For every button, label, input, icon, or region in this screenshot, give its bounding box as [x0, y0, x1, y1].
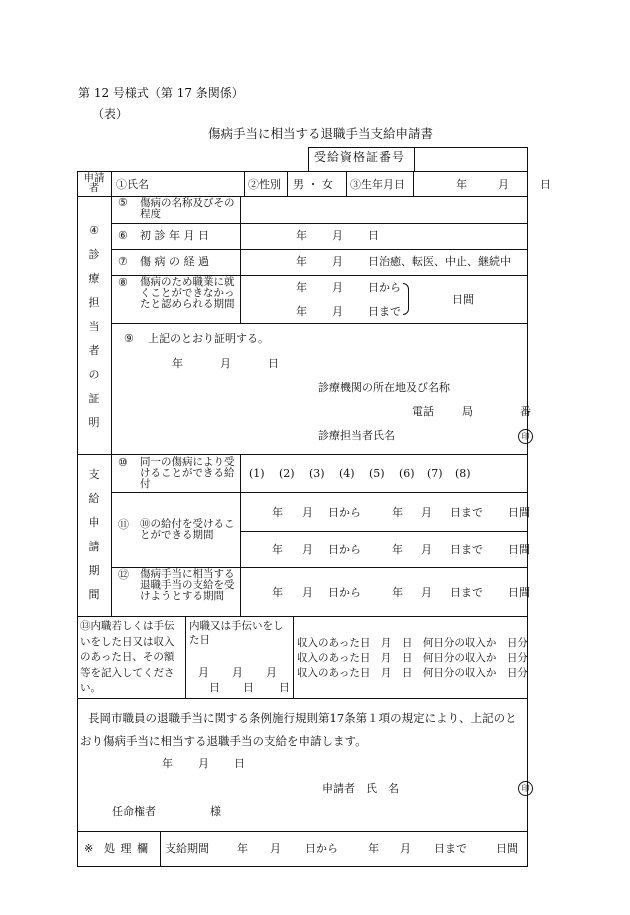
cert-year: 年 — [172, 357, 183, 370]
declaration-line-1: 長岡市職員の退職手当に関する条例施行規則第17条第１項の規定により、上記のと — [88, 711, 517, 725]
processing-label: 処 理 欄 — [104, 842, 149, 855]
note-mark: ※ — [84, 842, 94, 855]
doctor-label: 診療担当者氏名 — [318, 429, 395, 442]
option-5[interactable]: (5) — [369, 467, 385, 480]
apply-month: 月 — [198, 757, 209, 770]
sex-options[interactable]: 男 ・ 女 — [293, 178, 333, 191]
seal-icon: 印 — [518, 781, 533, 796]
birth-label: ③生年月日 — [350, 178, 405, 191]
item7-year: 年 — [296, 255, 307, 268]
phone-label: 電話 — [412, 405, 434, 418]
form-number: 第 12 号様式（第 17 条関係） — [78, 86, 244, 100]
item8-to-month: 月 — [332, 305, 343, 318]
item8-to-day: 日まで — [368, 305, 401, 318]
applicant-signature-label: 申請者 氏 名 — [322, 782, 399, 795]
appointer-sama: 様 — [210, 805, 221, 818]
clinic-label: 診療機関の所在地及び名称 — [318, 381, 450, 394]
item12-label: 傷病手当に相当する退職手当の支給を受けようとする期間 — [140, 568, 235, 602]
income-row-3: 収入のあった日 月 日 何日分の収入か 日分 — [297, 667, 528, 679]
item11-label: ⑩の給付を受けることができる期間 — [140, 518, 235, 541]
apply-day: 日 — [234, 757, 245, 770]
item7-status[interactable]: 日治癒、転医、中止、継続中 — [368, 255, 511, 268]
applicant-signature-field[interactable] — [410, 782, 510, 796]
item6-year: 年 — [296, 229, 307, 242]
item8-number: ⑧ — [118, 276, 128, 289]
item6-label: 初 診 年 月 日 — [140, 229, 209, 242]
option-1[interactable]: (1) — [249, 467, 265, 480]
option-6[interactable]: (6) — [399, 467, 415, 480]
sex-label: ②性別 — [248, 178, 281, 191]
option-2[interactable]: (2) — [279, 467, 295, 480]
declaration-line-2: おり傷病手当に相当する退職手当の支給を申請します。 — [80, 734, 367, 748]
item7-number: ⑦ — [118, 255, 128, 268]
item8-to-year: 年 — [296, 305, 307, 318]
income-row-1: 収入のあった日 月 日 何日分の収入か 日分 — [297, 637, 528, 649]
item8-from-year: 年 — [296, 281, 307, 294]
name-label: ①氏名 — [116, 178, 149, 191]
option-4[interactable]: (4) — [339, 467, 355, 480]
appointer-label: 任命権者 — [112, 805, 156, 818]
cert-day: 日 — [268, 357, 279, 370]
item8-days: 日間 — [452, 293, 474, 306]
apply-year: 年 — [162, 757, 173, 770]
pay-period-label: 支給期間 — [165, 842, 209, 855]
name-field[interactable] — [156, 178, 240, 192]
cert-month: 月 — [220, 357, 231, 370]
item10-number: ⑩ — [118, 456, 128, 469]
seal-icon: 印 — [518, 429, 533, 444]
item9-number: ⑨ — [124, 332, 134, 345]
section13-label: ⑬内職若しくは手伝いをした日又は収入のあった日、その額等を記入してください。 — [80, 620, 175, 694]
birth-month-unit: 月 — [498, 178, 509, 191]
certify-text: 上記のとおり証明する。 — [148, 332, 269, 345]
item5-field[interactable] — [246, 203, 522, 217]
applicant-label: 申請者 — [83, 172, 105, 194]
phone-number: 番 — [520, 405, 531, 418]
item6-month: 月 — [332, 229, 343, 242]
item5-label: 傷病の名称及びその程度 — [140, 197, 235, 220]
side-job-label: 内職又は手伝いをした日 — [189, 620, 284, 646]
option-8[interactable]: (8) — [455, 467, 471, 480]
item8-from-day: 日から — [368, 281, 401, 294]
item11-number: ⑪ — [118, 518, 129, 531]
item6-day: 日 — [368, 229, 379, 242]
item7-label: 傷 病 の 経 過 — [140, 255, 209, 268]
item12-number: ⑫ — [118, 568, 129, 581]
birth-day-unit: 日 — [540, 178, 551, 191]
item5-number: ⑤ — [118, 196, 128, 209]
brace-icon — [403, 283, 409, 315]
item6-number: ⑥ — [118, 229, 128, 242]
option-3[interactable]: (3) — [309, 467, 325, 480]
birth-year-unit: 年 — [456, 178, 467, 191]
page-title: 傷病手当に相当する退職手当支給申請書 — [208, 126, 434, 141]
phone-exchange: 局 — [462, 405, 473, 418]
form-side: （表） — [92, 107, 129, 121]
option-7[interactable]: (7) — [427, 467, 443, 480]
item7-month: 月 — [332, 255, 343, 268]
income-row-2: 収入のあった日 月 日 何日分の収入か 日分 — [297, 652, 528, 664]
item8-label: 傷病のため職業に就くことができなかったと認められる期間 — [140, 276, 235, 310]
item8-from-month: 月 — [332, 281, 343, 294]
item10-label: 同一の傷病により受けることができる給付 — [140, 456, 235, 490]
cert-number-label: 受給資格証番号 — [314, 150, 406, 164]
